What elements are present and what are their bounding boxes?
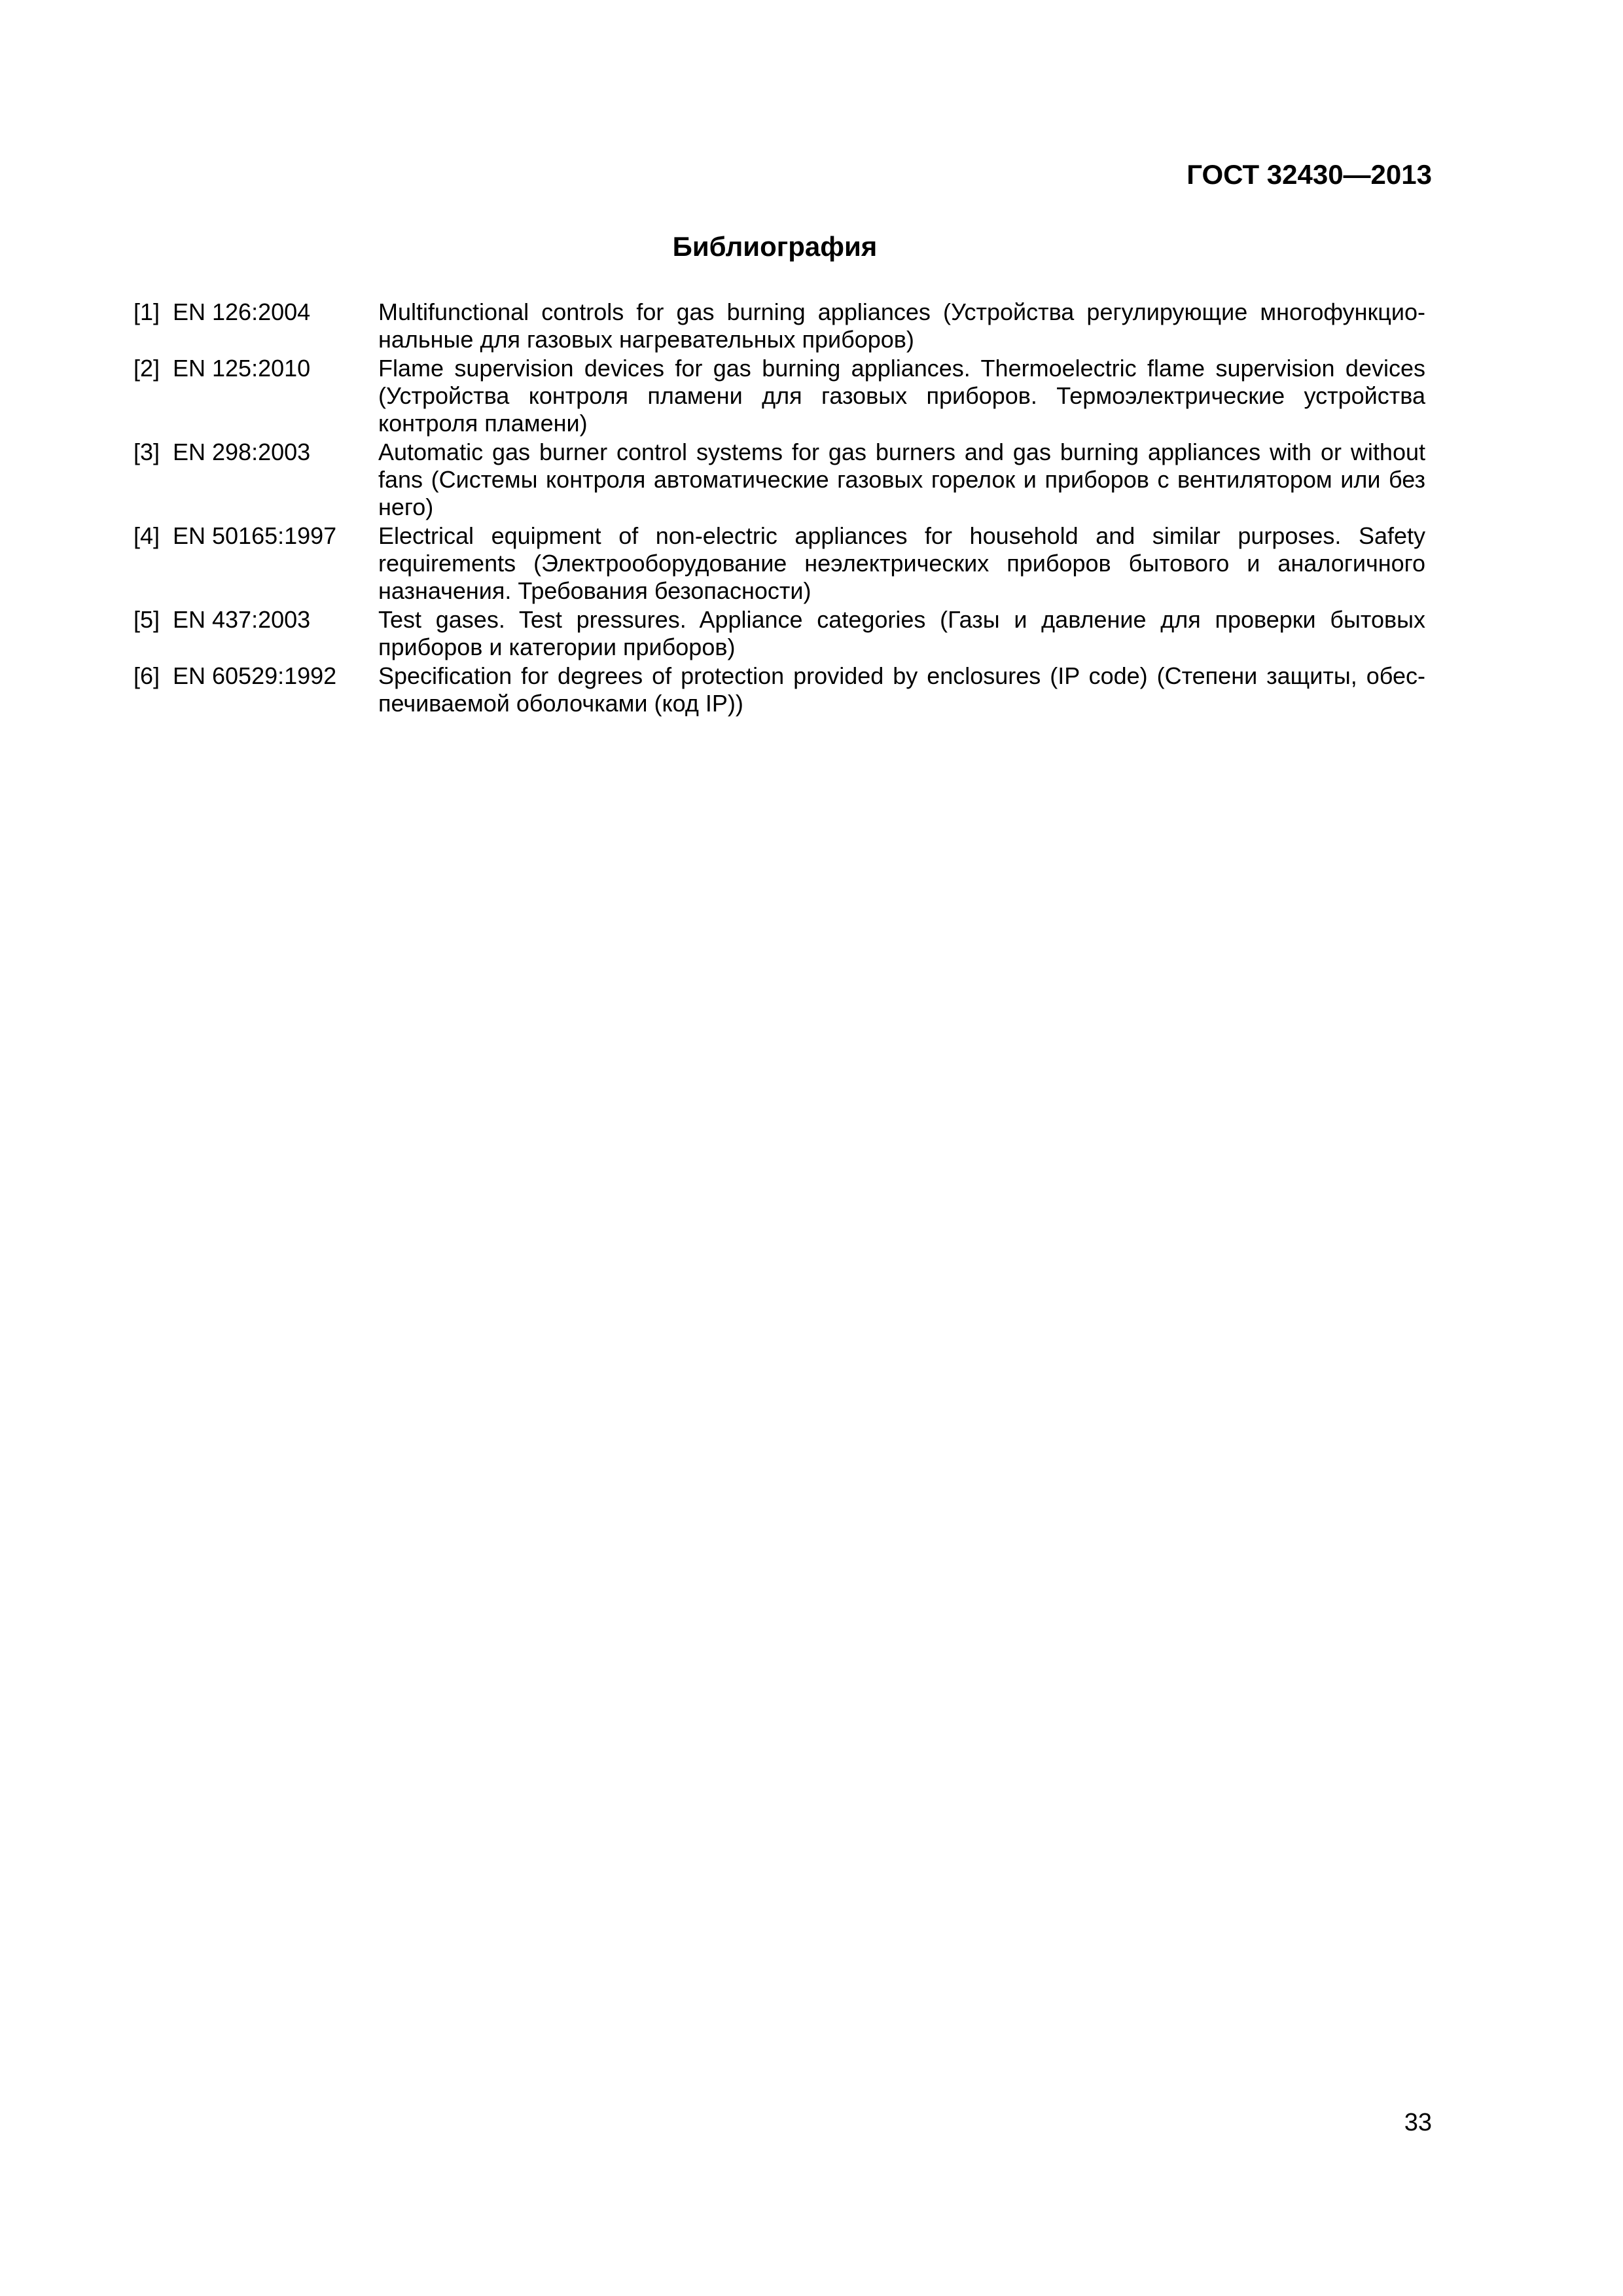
bibliography-list bbox=[134, 298, 1425, 719]
bibliography-number: [2] bbox=[134, 355, 160, 382]
bibliography-entry-4 bbox=[134, 522, 1425, 605]
bibliography-standard: EN 126:2004 bbox=[173, 298, 311, 325]
bibliography-description: Test gases. Test pressures. Appliance categories (Газы и давление для проверки бытовых приборов и категории приборов) bbox=[378, 606, 1425, 660]
bibliography-entry-6 bbox=[134, 662, 1425, 717]
document-code: ГОСТ 32430—2013 bbox=[1186, 159, 1432, 190]
bibliography-number: [4] bbox=[134, 522, 160, 549]
bibliography-number: [3] bbox=[134, 439, 160, 465]
bibliography-reference bbox=[134, 522, 378, 550]
page-number: 33 bbox=[1404, 2109, 1432, 2136]
bibliography-number: [6] bbox=[134, 662, 160, 689]
bibliography-description: Automatic gas burner control systems for gas burners and gas burning appliances with or without fans (Системы контроля автоматические газовых горелок и приборов с вентилятором или без него) bbox=[378, 439, 1425, 520]
bibliography-description: Flame supervision devices for gas burning appliances. Thermoelectric flame supervision devices (Устройства контроля пламени для газовых приборов. Термоэлектрические устройства контроля пламени) bbox=[378, 355, 1425, 437]
section-title: Библиография bbox=[672, 231, 878, 262]
bibliography-standard: EN 437:2003 bbox=[173, 606, 311, 633]
bibliography-reference bbox=[134, 355, 378, 382]
bibliography-description: Specification for degrees of protection provided by enclosures (IP code) (Степени защиты, обеспечиваемой оболочками (код IP)) bbox=[378, 662, 1425, 717]
bibliography-standard: EN 50165:1997 bbox=[173, 522, 337, 549]
bibliography-reference bbox=[134, 298, 378, 326]
bibliography-entry-2 bbox=[134, 355, 1425, 437]
bibliography-description: Multifunctional controls for gas burning appliances (Устройства регулирующие многофункциональные для газовых нагревательных приборов) bbox=[378, 298, 1425, 353]
bibliography-reference bbox=[134, 439, 378, 466]
bibliography-description: Electrical equipment of non-electric appliances for household and similar purposes. Safety requirements (Электрооборудование неэлектрических приборов бытового и аналогичного назначения. Требования безопасности) bbox=[378, 522, 1425, 604]
bibliography-entry-1 bbox=[134, 298, 1425, 353]
bibliography-standard: EN 298:2003 bbox=[173, 439, 311, 465]
bibliography-number: [1] bbox=[134, 298, 160, 325]
bibliography-reference bbox=[134, 606, 378, 634]
bibliography-entry-3 bbox=[134, 439, 1425, 521]
bibliography-standard: EN 60529:1992 bbox=[173, 662, 337, 689]
bibliography-reference bbox=[134, 662, 378, 690]
bibliography-entry-5 bbox=[134, 606, 1425, 661]
bibliography-number: [5] bbox=[134, 606, 160, 633]
bibliography-standard: EN 125:2010 bbox=[173, 355, 311, 382]
